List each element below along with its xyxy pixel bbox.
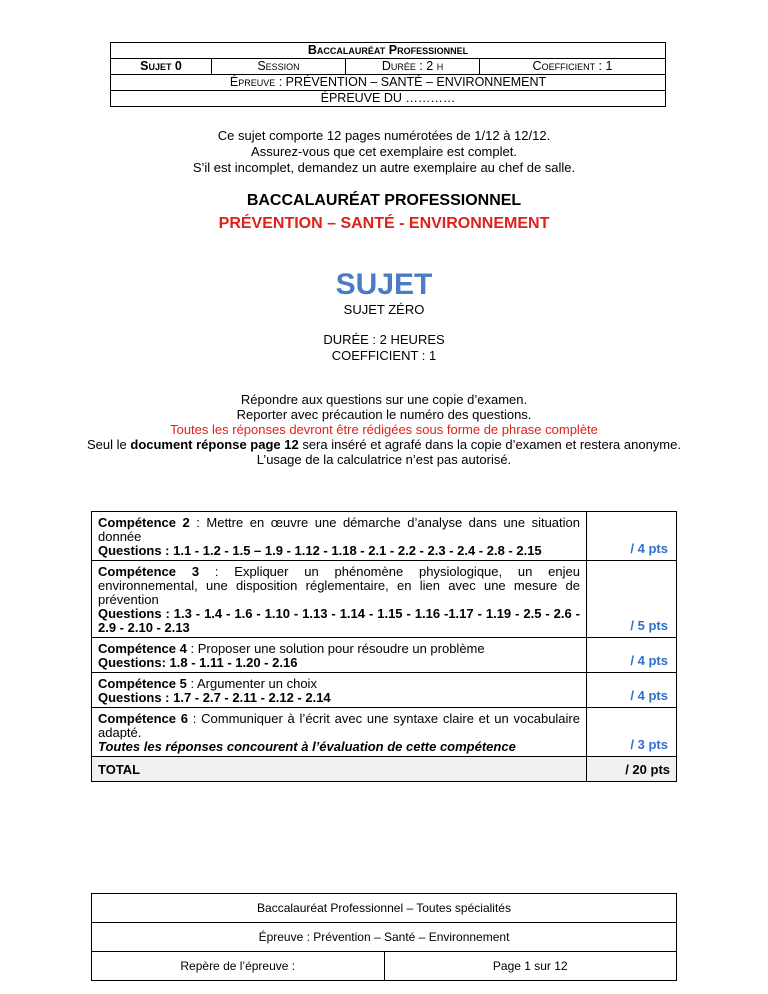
competence-label: Compétence 2	[98, 515, 190, 530]
coefficient-label: COEFFICIENT : 1	[331, 348, 437, 363]
sujet-subheading: SUJET ZÉRO	[343, 302, 425, 317]
footer-line2: Épreuve : Prévention – Santé – Environnement	[92, 923, 677, 952]
competence-row	[92, 561, 677, 638]
instruction-line: Répondre aux questions sur une copie d’examen.	[240, 392, 528, 407]
duree-label: DURÉE : 2 HEURES	[323, 332, 445, 347]
competence-questions: Questions : 1.3 - 1.4 - 1.6 - 1.10 - 1.13 - 1.14 - 1.15 - 1.16 -1.17 - 1.19 - 2.5 - 2.6 - 2.9 - 2.10 - 2.13	[98, 606, 580, 635]
intro-line: Ce sujet comporte 12 pages numérotées de 1/12 à 12/12.	[217, 128, 551, 143]
header-epreuve: Épreuve : PRÉVENTION – SANTÉ – ENVIRONNEMENT	[111, 75, 666, 91]
competence-desc: : Mettre en œuvre une démarche d’analyse dans une situation donnée	[98, 515, 580, 544]
competence-points: / 4 pts	[587, 638, 677, 673]
competence-cell	[92, 708, 587, 757]
instructions-block	[0, 392, 768, 467]
competence-points: / 4 pts	[587, 512, 677, 561]
competence-questions: Questions : 1.1 - 1.2 - 1.5 – 1.9 - 1.12 - 1.18 - 2.1 - 2.2 - 2.3 - 2.4 - 2.8 - 2.15	[98, 543, 542, 558]
competence-row	[92, 638, 677, 673]
competence-row	[92, 708, 677, 757]
main-title: BACCALAURÉAT PROFESSIONNEL	[246, 192, 522, 209]
competence-label: Compétence 4	[98, 641, 187, 656]
sub-title: PRÉVENTION – SANTÉ - ENVIRONNEMENT	[218, 215, 550, 232]
competence-points: / 3 pts	[587, 708, 677, 757]
exam-meta	[0, 332, 768, 364]
competence-row	[92, 512, 677, 561]
intro-line: Assurez-vous que cet exemplaire est complet.	[251, 144, 517, 159]
total-points: / 20 pts	[587, 757, 677, 782]
header-session: Session	[212, 59, 346, 75]
footer-repere: Repère de l’épreuve :	[92, 952, 385, 981]
footer-page: Page 1 sur 12	[384, 952, 677, 981]
competence-label: Compétence 3	[98, 564, 200, 579]
competence-cell	[92, 512, 587, 561]
sujet-heading: SUJET	[335, 268, 433, 301]
instruction-text: Seul le	[87, 437, 131, 452]
competence-cell	[92, 673, 587, 708]
total-label: TOTAL	[92, 757, 587, 782]
intro-block	[0, 128, 768, 176]
instruction-line: L’usage de la calculatrice n’est pas autorisé.	[256, 452, 512, 467]
competence-points: / 4 pts	[587, 673, 677, 708]
competence-label: Compétence 5	[98, 676, 187, 691]
competence-questions: Questions : 1.7 - 2.7 - 2.11 - 2.12 - 2.14	[98, 690, 331, 705]
competence-cell	[92, 561, 587, 638]
footer-line1: Baccalauréat Professionnel – Toutes spécialités	[92, 894, 677, 923]
competence-questions: Questions: 1.8 - 1.11 - 1.20 - 2.16	[98, 655, 298, 670]
total-row	[92, 757, 677, 782]
instruction-line-warning: Toutes les réponses devront être rédigées sous forme de phrase complète	[170, 422, 598, 437]
competence-row	[92, 673, 677, 708]
header-sujet: Sujet 0	[111, 59, 212, 75]
header-epreuve-du: ÉPREUVE DU …………	[111, 91, 666, 107]
competence-cell	[92, 638, 587, 673]
header-title: Baccalauréat Professionnel	[111, 43, 666, 59]
competence-points: / 5 pts	[587, 561, 677, 638]
instruction-line	[0, 437, 768, 452]
header-table	[110, 42, 666, 107]
footer-table	[91, 893, 677, 981]
competences-table	[91, 511, 677, 782]
competence-desc: : Argumenter un choix	[186, 676, 317, 691]
header-duree: Durée : 2 h	[346, 59, 480, 75]
intro-line: S’il est incomplet, demandez un autre exemplaire au chef de salle.	[192, 160, 576, 175]
competence-questions: Toutes les réponses concourent à l’évaluation de cette compétence	[98, 739, 516, 754]
competence-desc: : Expliquer un phénomène physiologique, un enjeu environnemental, une disposition réglementaire, en lien avec une mesure de prévention	[98, 564, 580, 607]
header-coefficient: Coefficient : 1	[480, 59, 666, 75]
instruction-text: sera inséré et agrafé dans la copie d’examen et restera anonyme.	[298, 437, 681, 452]
instruction-emphasis: document réponse page 12	[130, 437, 299, 452]
competence-label: Compétence 6	[98, 711, 189, 726]
instruction-line: Reporter avec précaution le numéro des questions.	[236, 407, 532, 422]
competence-desc: : Proposer une solution pour résoudre un problème	[186, 641, 485, 656]
competence-desc: : Communiquer à l’écrit avec une syntaxe claire et un vocabulaire adapté.	[98, 711, 580, 740]
